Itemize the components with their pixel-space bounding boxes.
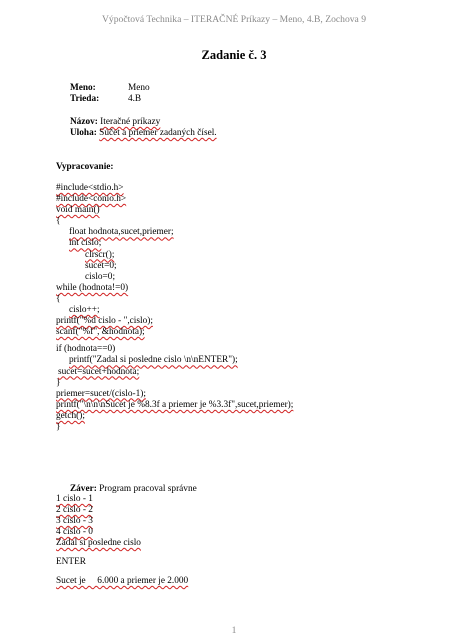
code-line: scanf("%f", &hodnota); [56, 327, 145, 338]
page-number: 1 [231, 625, 237, 636]
code-line: { [56, 293, 61, 304]
trieda-value: 4.B [127, 94, 142, 104]
meno-label: Meno: [69, 83, 96, 93]
output-line: 4 cislo - 0 [56, 527, 93, 537]
code-line: clrscr(); [85, 249, 115, 260]
code-line: } [56, 421, 61, 432]
code-line: printf("%d cislo - ",cislo); [56, 316, 153, 327]
nazov-text: Iteračné príkazy [100, 117, 161, 127]
code-line: void main() [56, 205, 100, 216]
vypracovanie-heading: Vypracovanie: [56, 162, 114, 172]
nazov-label: Názov: [69, 117, 98, 127]
program-output [56, 494, 188, 587]
code-line: int cislo; [69, 238, 102, 249]
code-line: #include<conio.h> [56, 194, 127, 205]
zaver-label: Záver: [69, 484, 97, 494]
code-line: if (hodnota==0) [56, 344, 116, 355]
code-line: getch(); [56, 410, 85, 421]
code-line: sucet=sucet+hodnota; [58, 366, 140, 377]
code-line: cislo=0; [85, 271, 116, 282]
code-line: while (hodnota!=0) [56, 282, 129, 293]
output-line: 1 cislo - 1 [56, 494, 93, 504]
output-line: 3 cislo - 3 [56, 516, 93, 526]
meno-value: Meno [127, 83, 150, 93]
vypracovanie-heading-block [56, 162, 114, 173]
code-line: { [56, 216, 61, 227]
code-line: printf("Zadal si posledne cislo \n\nENTER"); [69, 355, 238, 366]
page-header: Výpočtová Technika – ITERAČNÉ Príkazy – Meno, 4.B, Zochova 9 [102, 14, 366, 25]
code-line: #include<stdio.h> [56, 183, 124, 193]
code-line: priemer=sucet/(cislo-1); [56, 388, 146, 399]
task-block [56, 106, 217, 138]
output-line: 2 cislo - 2 [56, 505, 93, 515]
info-block [56, 72, 150, 104]
code-listing [56, 183, 293, 433]
output-line: Zadal si posledne cislo [56, 538, 141, 548]
code-line: printf("\n\n\nSucet je %8.3f a priemer je %3.3f",sucet,priemer); [56, 399, 294, 410]
output-line: ENTER [56, 557, 86, 567]
uloha-text: Súčet a priemer zadaných čísel. [99, 128, 217, 138]
code-line: sucet=0; [85, 260, 117, 271]
code-line: cislo++; [69, 305, 100, 316]
uloha-label: Uloha: [69, 128, 97, 138]
zaver-block [56, 473, 197, 494]
zaver-text: Program pracoval správne [99, 484, 197, 494]
output-line: Sucet je 6.000 a priemer je 2.000 [56, 576, 189, 586]
code-line: float hodnota,sucet,priemer; [69, 227, 174, 238]
code-line: } [56, 377, 61, 388]
document-title: Zadanie č. 3 [201, 48, 267, 62]
trieda-label: Trieda: [69, 94, 100, 104]
